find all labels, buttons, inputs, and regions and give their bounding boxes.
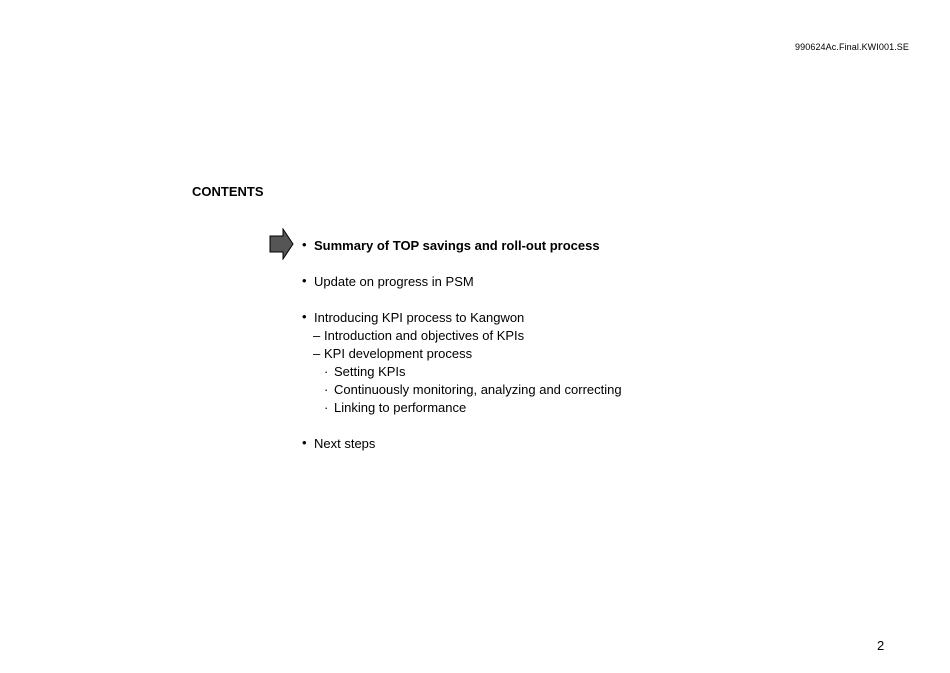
agenda-subsubitem-label: Linking to performance	[334, 400, 467, 415]
page-number: 2	[877, 638, 885, 653]
bullet-marker: •	[302, 309, 307, 324]
agenda-subitem-label: Introduction and objectives of KPIs	[324, 328, 525, 343]
agenda-subsubitem-label: Continuously monitoring, analyzing and correcting	[334, 382, 622, 397]
dot-marker: ·	[324, 400, 329, 415]
dash-marker: –	[313, 328, 321, 343]
dash-marker: –	[313, 346, 321, 361]
agenda-item-label: Next steps	[314, 436, 376, 451]
arrow-right-icon	[269, 228, 295, 260]
agenda-item-label: Summary of TOP savings and roll-out process	[314, 238, 600, 253]
agenda-subsubitem-label: Setting KPIs	[334, 364, 406, 379]
document-id: 990624Ac.Final.KWI001.SE	[795, 42, 909, 52]
bullet-marker: •	[302, 237, 307, 252]
bullet-marker: •	[302, 273, 307, 288]
dot-marker: ·	[324, 382, 329, 397]
agenda-subitem-label: KPI development process	[324, 346, 473, 361]
agenda-item-label: Update on progress in PSM	[314, 274, 474, 289]
agenda-item-label: Introducing KPI process to Kangwon	[314, 310, 525, 325]
dot-marker: ·	[324, 364, 329, 379]
bullet-marker: •	[302, 435, 307, 450]
page-title: CONTENTS	[192, 184, 264, 199]
